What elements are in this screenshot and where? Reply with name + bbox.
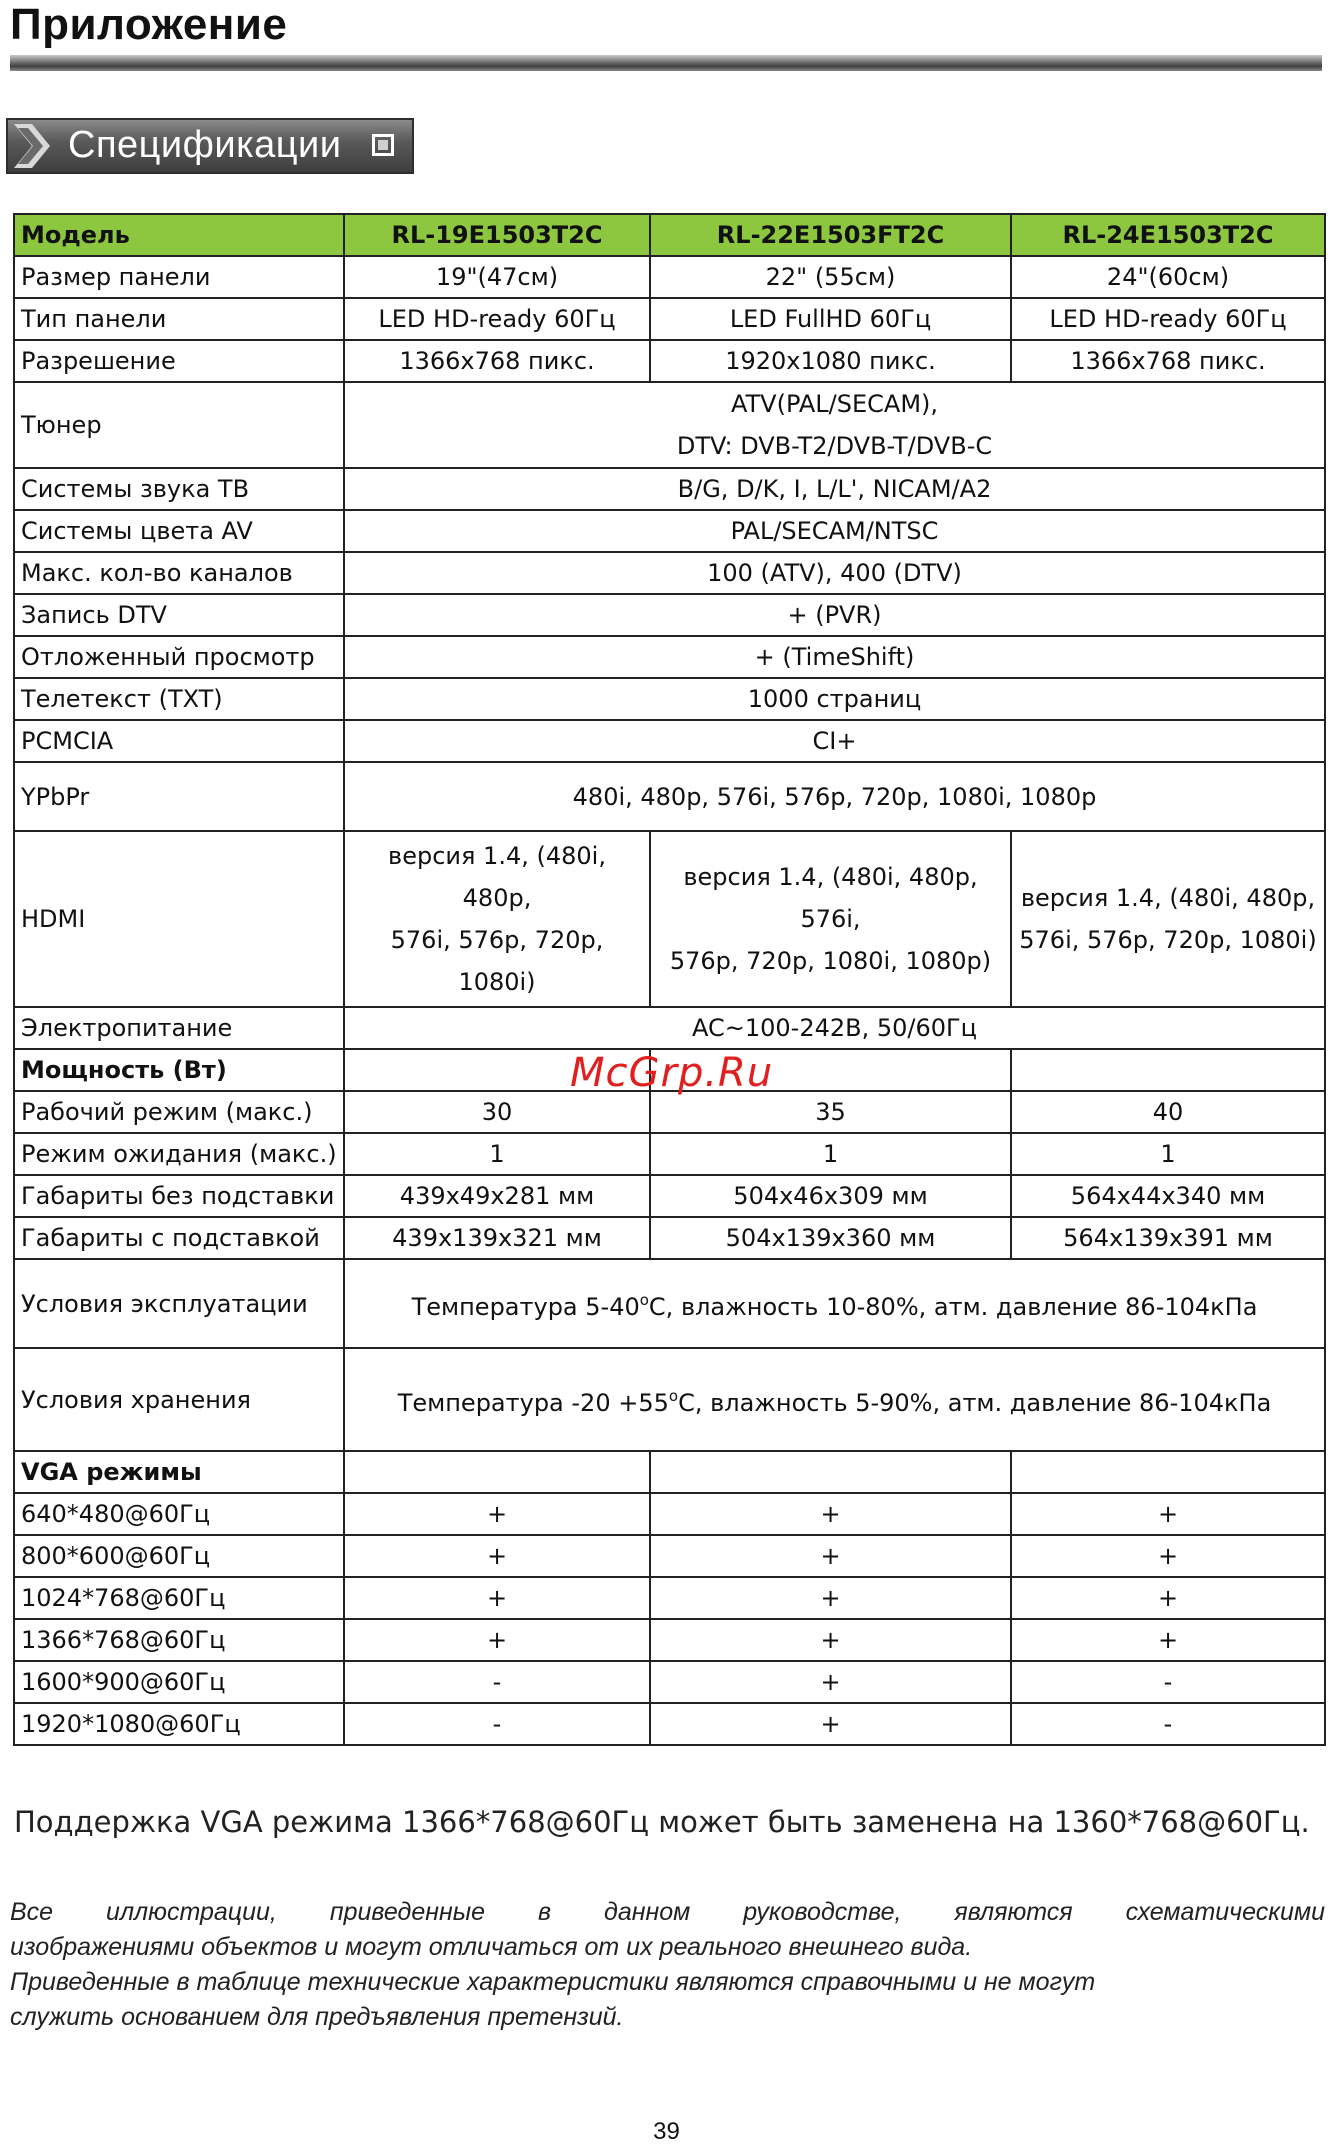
table-row — [14, 1661, 1325, 1703]
cell — [650, 831, 1011, 1007]
table-row — [14, 1451, 1325, 1493]
cell: - — [1011, 1703, 1325, 1745]
table-row — [14, 1007, 1325, 1049]
page-title: Приложение — [10, 0, 288, 49]
operating-post: C, влажность 10-80%, атм. давление 86-104кПа — [648, 1293, 1258, 1321]
cell: 480i, 480p, 576i, 576p, 720p, 1080i, 1080p — [344, 762, 1325, 831]
cell: + — [1011, 1619, 1325, 1661]
table-row — [14, 1133, 1325, 1175]
cell — [344, 1348, 1325, 1451]
row-label: 1366*768@60Гц — [14, 1619, 344, 1661]
table-row — [14, 831, 1325, 1007]
cell: B/G, D/K, I, L/L', NICAM/A2 — [344, 468, 1325, 510]
cell: LED FullHD 60Гц — [650, 298, 1011, 340]
cell — [1011, 1049, 1325, 1091]
cell: 1366x768 пикс. — [344, 340, 650, 382]
vga-note: Поддержка VGA режима 1366*768@60Гц может быть заменена на 1360*768@60Гц. — [14, 1805, 1310, 1839]
row-label: Системы цвета AV — [14, 510, 344, 552]
cell: 1 — [650, 1133, 1011, 1175]
page-number: 39 — [653, 2118, 680, 2145]
degree-sup: o — [668, 1387, 679, 1405]
cell: LED HD-ready 60Гц — [1011, 298, 1325, 340]
cell — [344, 1451, 650, 1493]
model-2: RL-22E1503FT2C — [650, 214, 1011, 256]
row-label: Размер панели — [14, 256, 344, 298]
disclaimer-line: Все иллюстрации, приведенные в данном руководстве, являются схематическими — [10, 1898, 1325, 1926]
cell: + — [650, 1661, 1011, 1703]
operating-pre: Температура 5-40 — [411, 1293, 640, 1321]
table-row — [14, 298, 1325, 340]
cell: + — [344, 1535, 650, 1577]
cell: 100 (ATV), 400 (DTV) — [344, 552, 1325, 594]
cell: + — [344, 1577, 650, 1619]
row-label: HDMI — [14, 831, 344, 1007]
row-label: 1024*768@60Гц — [14, 1577, 344, 1619]
table-row — [14, 1348, 1325, 1451]
cell: 35 — [650, 1091, 1011, 1133]
chevron-right-icon — [12, 122, 52, 170]
cell: 1 — [344, 1133, 650, 1175]
row-label: 800*600@60Гц — [14, 1535, 344, 1577]
cell: - — [344, 1703, 650, 1745]
cell: - — [1011, 1661, 1325, 1703]
cell — [344, 831, 650, 1007]
table-row — [14, 468, 1325, 510]
storage-post: C, влажность 5-90%, атм. давление 86-104кПа — [678, 1389, 1272, 1417]
cell: 22" (55см) — [650, 256, 1011, 298]
table-row — [14, 1703, 1325, 1745]
table-row — [14, 1217, 1325, 1259]
row-label: Тип панели — [14, 298, 344, 340]
row-label: Телетекст (TXT) — [14, 678, 344, 720]
cell — [650, 1451, 1011, 1493]
cell: + — [650, 1493, 1011, 1535]
cell: + — [650, 1577, 1011, 1619]
disclaimer-line: служить основанием для предъявления претензий. — [10, 2003, 624, 2031]
row-label: Системы звука ТВ — [14, 468, 344, 510]
tuner-atv: ATV(PAL/SECAM), — [730, 390, 939, 418]
cell — [344, 382, 1325, 468]
cell: 564x44x340 мм — [1011, 1175, 1325, 1217]
row-label: 1920*1080@60Гц — [14, 1703, 344, 1745]
cell: 1 — [1011, 1133, 1325, 1175]
table-row — [14, 1535, 1325, 1577]
cell: + — [344, 1493, 650, 1535]
cell — [1011, 1451, 1325, 1493]
hdmi-2-line1: версия 1.4, (480i, 480p, 576i, — [683, 863, 978, 933]
cell: 1920x1080 пикс. — [650, 340, 1011, 382]
hdmi-3-line2: 576i, 576p, 720p, 1080i) — [1019, 926, 1317, 954]
row-label: YPbPr — [14, 762, 344, 831]
section-title: Спецификации — [68, 124, 342, 166]
cell: + — [1011, 1577, 1325, 1619]
cell: - — [344, 1661, 650, 1703]
table-row — [14, 552, 1325, 594]
cell: + (TimeShift) — [344, 636, 1325, 678]
cell: 504x139x360 мм — [650, 1217, 1011, 1259]
cell: + — [650, 1703, 1011, 1745]
row-label: Электропитание — [14, 1007, 344, 1049]
cell: 19"(47см) — [344, 256, 650, 298]
hdmi-1-line2: 576i, 576p, 720p, 1080i) — [390, 926, 604, 996]
row-label: PCMCIA — [14, 720, 344, 762]
table-row — [14, 1175, 1325, 1217]
storage-pre: Температура -20 +55 — [397, 1389, 669, 1417]
cell: + — [1011, 1493, 1325, 1535]
row-label: Режим ожидания (макс.) — [14, 1133, 344, 1175]
cell: 564x139x391 мм — [1011, 1217, 1325, 1259]
table-row — [14, 256, 1325, 298]
hdmi-2-line2: 576p, 720p, 1080i, 1080p) — [669, 947, 992, 975]
cell: 30 — [344, 1091, 650, 1133]
title-divider — [10, 55, 1322, 71]
model-1: RL-19E1503T2C — [344, 214, 650, 256]
cell — [344, 1259, 1325, 1348]
model-3: RL-24E1503T2C — [1011, 214, 1325, 256]
row-label: Условия эксплуатации — [14, 1259, 344, 1348]
cell: PAL/SECAM/NTSC — [344, 510, 1325, 552]
cell: 504x46x309 мм — [650, 1175, 1011, 1217]
table-row — [14, 1091, 1325, 1133]
table-row — [14, 382, 1325, 468]
row-label: 1600*900@60Гц — [14, 1661, 344, 1703]
table-row — [14, 1259, 1325, 1348]
disclaimer-line: изображениями объектов и могут отличаться от их реального внешнего вида. — [10, 1933, 973, 1961]
table-row — [14, 594, 1325, 636]
tuner-dtv: DTV: DVB-T2/DVB-T/DVB-C — [676, 432, 993, 460]
cell: CI+ — [344, 720, 1325, 762]
cell: + — [650, 1619, 1011, 1661]
watermark: McGrp.Ru — [570, 1050, 774, 1096]
cell: + (PVR) — [344, 594, 1325, 636]
degree-sup: o — [639, 1291, 649, 1309]
hdmi-3-line1: версия 1.4, (480i, 480p, — [1020, 884, 1316, 912]
table-row — [14, 510, 1325, 552]
table-row — [14, 1493, 1325, 1535]
cell: 439x139x321 мм — [344, 1217, 650, 1259]
cell: 24"(60см) — [1011, 256, 1325, 298]
table-row — [14, 1577, 1325, 1619]
table-row — [14, 636, 1325, 678]
table-row — [14, 720, 1325, 762]
row-label: Мощность (Вт) — [14, 1049, 344, 1091]
table-row — [14, 678, 1325, 720]
row-label: Габариты с подставкой — [14, 1217, 344, 1259]
row-label: Рабочий режим (макс.) — [14, 1091, 344, 1133]
cell: + — [344, 1619, 650, 1661]
cell: 439x49x281 мм — [344, 1175, 650, 1217]
cell: 1366x768 пикс. — [1011, 340, 1325, 382]
row-label: Отложенный просмотр — [14, 636, 344, 678]
table-row — [14, 340, 1325, 382]
row-label: Макс. кол-во каналов — [14, 552, 344, 594]
cell: AC~100-242В, 50/60Гц — [344, 1007, 1325, 1049]
header-label: Модель — [14, 214, 344, 256]
row-label: VGA режимы — [14, 1451, 344, 1493]
section-banner — [6, 118, 414, 174]
cell: 40 — [1011, 1091, 1325, 1133]
row-label: 640*480@60Гц — [14, 1493, 344, 1535]
table-row — [14, 1619, 1325, 1661]
row-label: Тюнер — [14, 382, 344, 468]
cell: + — [1011, 1535, 1325, 1577]
table-row — [14, 762, 1325, 831]
row-label: Запись DTV — [14, 594, 344, 636]
spec-table — [13, 213, 1326, 1746]
hdmi-1-line1: версия 1.4, (480i, 480p, — [388, 842, 606, 912]
row-label: Габариты без подставки — [14, 1175, 344, 1217]
cell — [1011, 831, 1325, 1007]
cell: + — [650, 1535, 1011, 1577]
row-label: Условия хранения — [14, 1348, 344, 1451]
square-icon — [372, 134, 394, 156]
disclaimer-line: Приведенные в таблице технические характеристики являются справочными и не могут — [10, 1968, 1096, 1996]
cell: LED HD-ready 60Гц — [344, 298, 650, 340]
disclaimer — [10, 1895, 1325, 2035]
row-label: Разрешение — [14, 340, 344, 382]
table-header-row — [14, 214, 1325, 256]
cell: 1000 страниц — [344, 678, 1325, 720]
